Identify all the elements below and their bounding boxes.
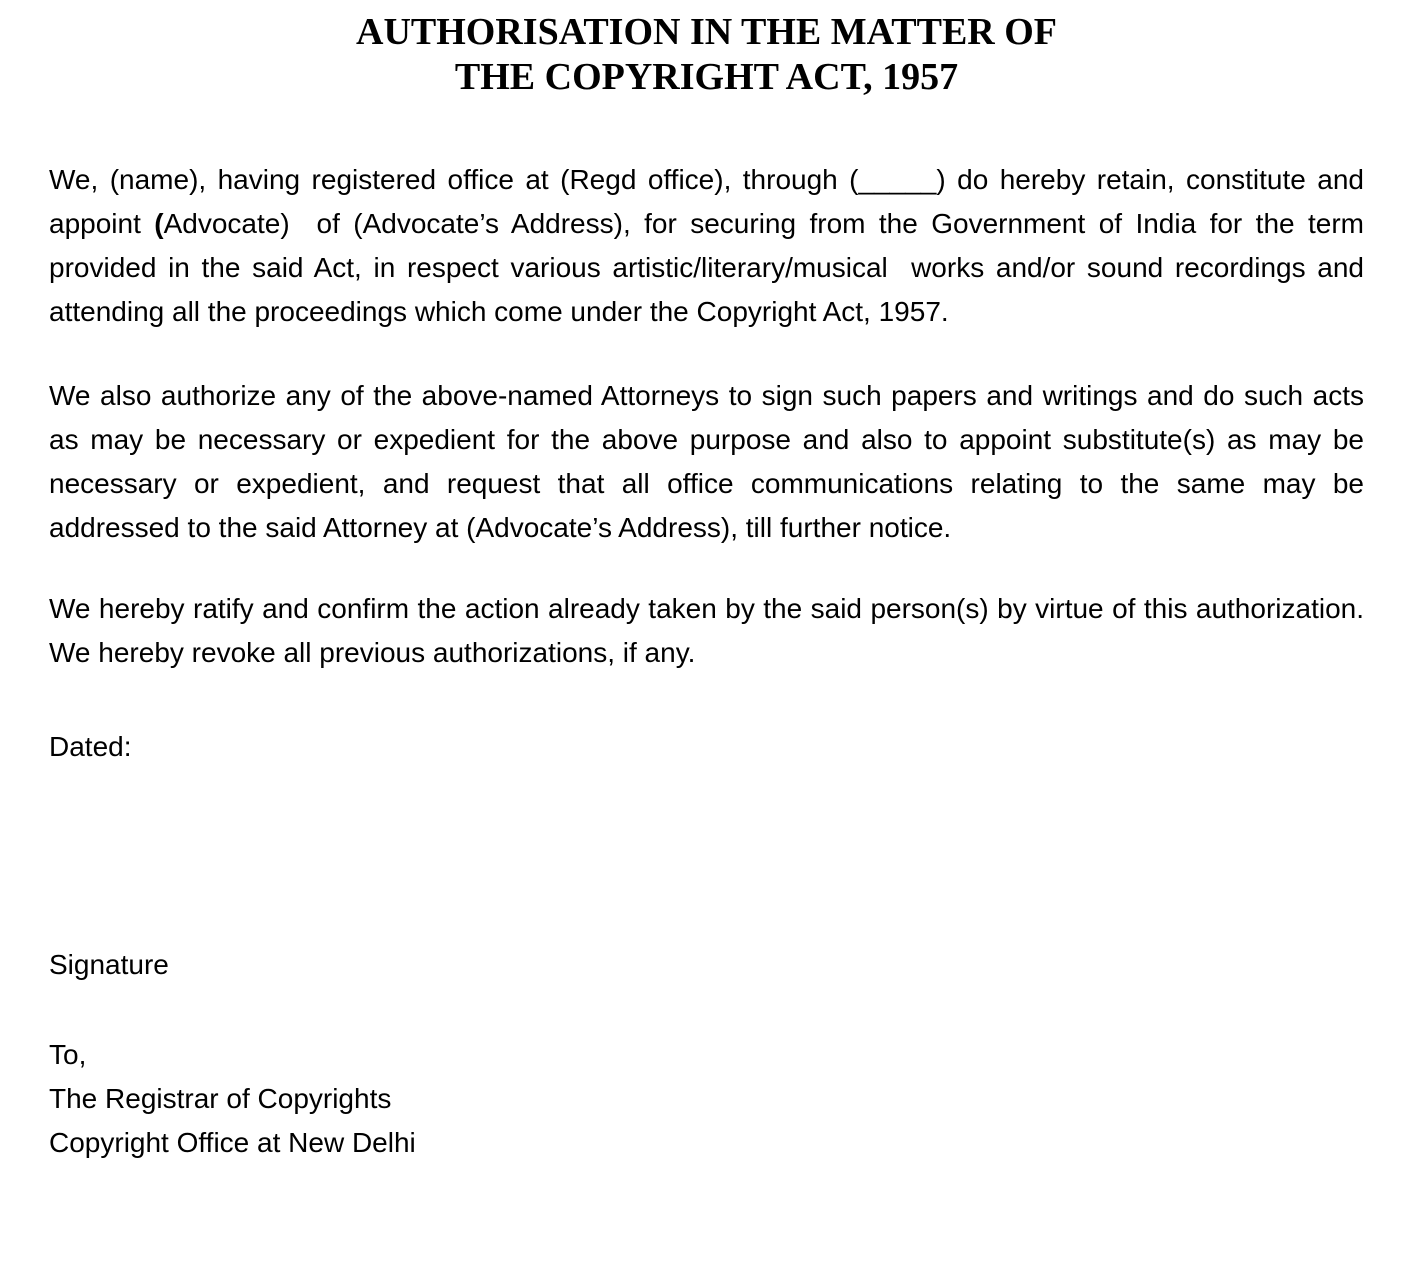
paragraph-retainer-bold-paren: ( <box>154 208 164 239</box>
paragraph-retainer-part1: We, (name), having registered office at (Regd office), through (_____) do hereby retain, constitute and appoint <box>49 164 1364 239</box>
paragraph-retainer-part2: Advocate) of (Advocate’s Address), for securing from the Government of India for the term provided in the said Act, in respect various artistic/literary/musical works and/or sound recordings and attending all the proceedings which come under the Copyright Act, 1957. <box>49 208 1365 327</box>
dated-label: Dated: <box>49 731 132 762</box>
document-title-line2: THE COPYRIGHT ACT, 1957 <box>454 56 959 98</box>
paragraph-authorize: We also authorize any of the above-named Attorneys to sign such papers and writings and do such acts as may be necessary or expedient for the above purpose and also to appoint substitute(s) as may be necessary or expedient, and request that all office communications relating to the same may be addressed to the said Attorney at (Advocate’s Address), till further notice. <box>49 380 1364 543</box>
paragraph-ratify: We hereby ratify and confirm the action already taken by the said person(s) by virtue of this authorization. We hereby revoke all previous authorizations, if any. <box>49 593 1364 668</box>
document-title-line1: AUTHORISATION IN THE MATTER OF <box>356 11 1057 53</box>
paragraph-retainer <box>49 158 1364 334</box>
addressee-name: The Registrar of Copyrights <box>49 1083 392 1114</box>
addressee-salutation: To, <box>49 1039 87 1070</box>
signature-label: Signature <box>49 949 169 980</box>
document-title <box>49 10 1364 100</box>
addressee-office: Copyright Office at New Delhi <box>49 1127 416 1158</box>
addressee-block <box>49 1033 1364 1165</box>
